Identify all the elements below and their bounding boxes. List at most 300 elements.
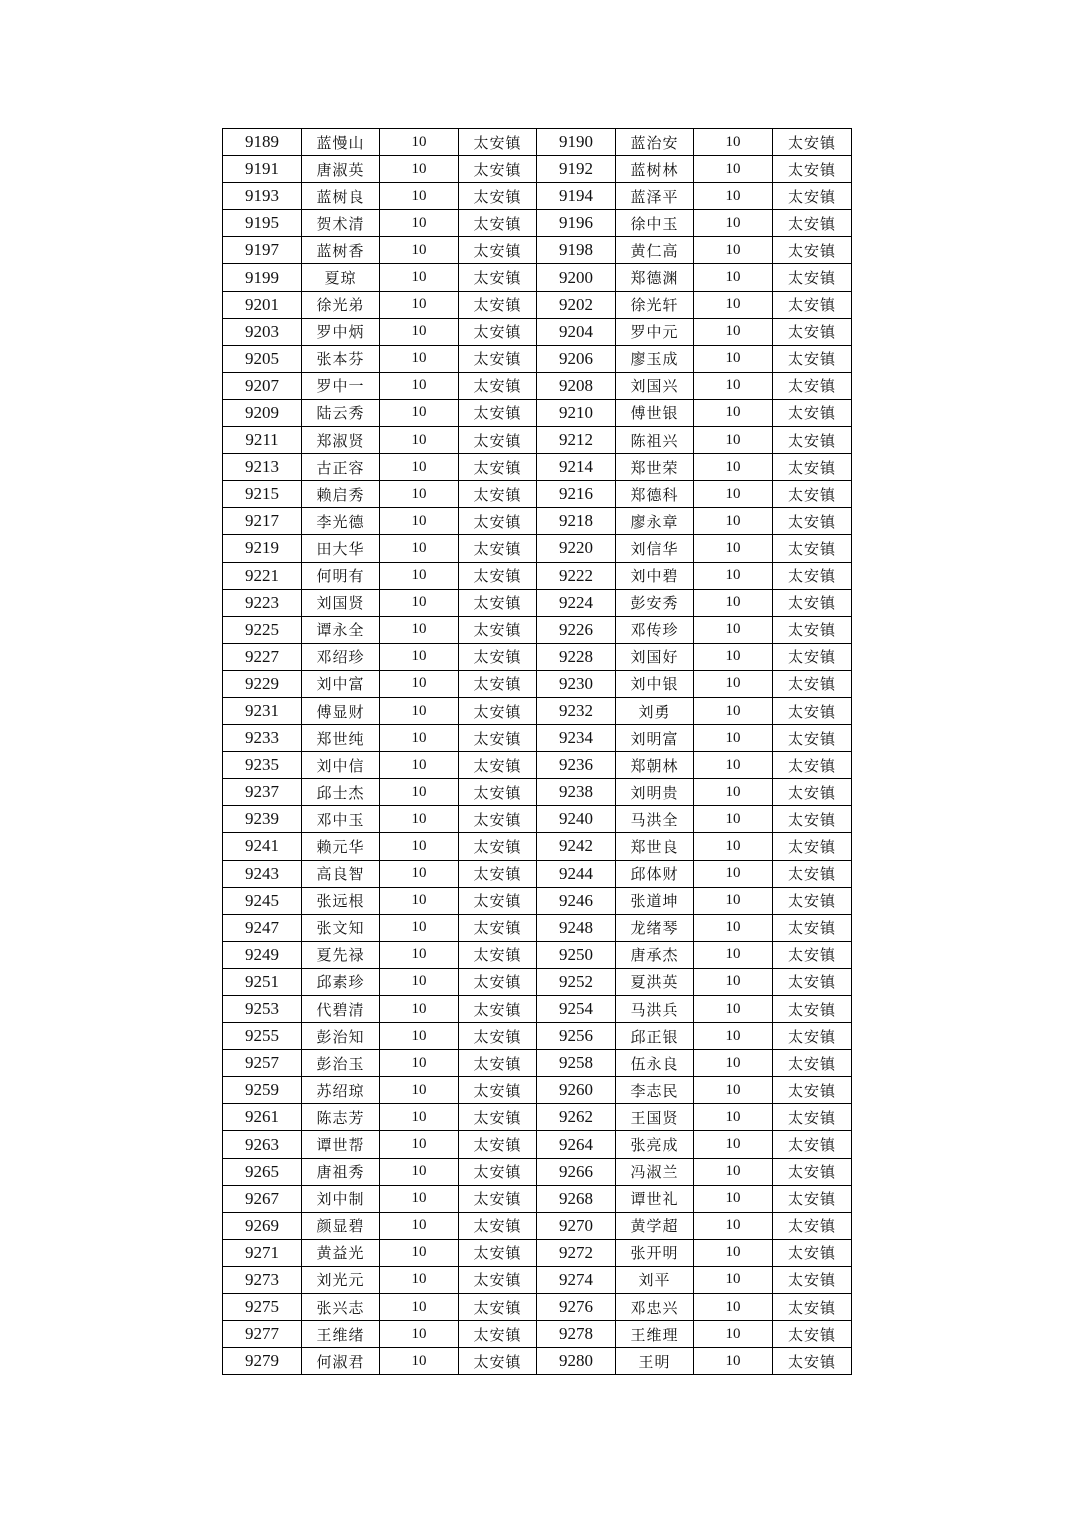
person-name-cell: 冯淑兰 <box>616 1158 694 1185</box>
town-name-cell: 太安镇 <box>459 399 537 426</box>
town-name-cell: 太安镇 <box>459 752 537 779</box>
amount-cell: 10 <box>694 1077 773 1104</box>
town-name-cell: 太安镇 <box>773 454 852 481</box>
town-name-cell: 太安镇 <box>459 129 537 156</box>
table-row <box>223 1077 852 1104</box>
town-name-cell: 太安镇 <box>773 887 852 914</box>
record-number-cell: 9265 <box>223 1158 302 1185</box>
record-number-cell: 9209 <box>223 399 302 426</box>
record-number-cell: 9215 <box>223 481 302 508</box>
town-name-cell: 太安镇 <box>773 372 852 399</box>
person-name-cell: 郑淑贤 <box>302 427 380 454</box>
record-number-cell: 9271 <box>223 1239 302 1266</box>
person-name-cell: 邓传珍 <box>616 616 694 643</box>
person-name-cell: 黄学超 <box>616 1212 694 1239</box>
amount-cell: 10 <box>694 914 773 941</box>
person-name-cell: 代碧清 <box>302 996 380 1023</box>
amount-cell: 10 <box>380 372 459 399</box>
record-number-cell: 9200 <box>537 264 616 291</box>
amount-cell: 10 <box>380 210 459 237</box>
town-name-cell: 太安镇 <box>459 1266 537 1293</box>
person-name-cell: 邱素珍 <box>302 968 380 995</box>
amount-cell: 10 <box>380 1348 459 1375</box>
record-number-cell: 9242 <box>537 833 616 860</box>
table-row <box>223 779 852 806</box>
person-name-cell: 李光德 <box>302 508 380 535</box>
record-number-cell: 9276 <box>537 1294 616 1321</box>
amount-cell: 10 <box>380 562 459 589</box>
amount-cell: 10 <box>380 779 459 806</box>
record-number-cell: 9208 <box>537 372 616 399</box>
town-name-cell: 太安镇 <box>773 535 852 562</box>
town-name-cell: 太安镇 <box>459 562 537 589</box>
record-number-cell: 9217 <box>223 508 302 535</box>
record-number-cell: 9224 <box>537 589 616 616</box>
person-name-cell: 田大华 <box>302 535 380 562</box>
person-name-cell: 张亮成 <box>616 1131 694 1158</box>
town-name-cell: 太安镇 <box>773 996 852 1023</box>
amount-cell: 10 <box>380 752 459 779</box>
record-number-cell: 9214 <box>537 454 616 481</box>
amount-cell: 10 <box>694 1212 773 1239</box>
table-row <box>223 589 852 616</box>
person-name-cell: 张开明 <box>616 1239 694 1266</box>
record-number-cell: 9270 <box>537 1212 616 1239</box>
town-name-cell: 太安镇 <box>459 833 537 860</box>
amount-cell: 10 <box>380 1239 459 1266</box>
person-name-cell: 刘光元 <box>302 1266 380 1293</box>
person-name-cell: 蓝树香 <box>302 237 380 264</box>
amount-cell: 10 <box>694 1050 773 1077</box>
person-name-cell: 傅显财 <box>302 697 380 724</box>
town-name-cell: 太安镇 <box>459 589 537 616</box>
person-name-cell: 徐光轩 <box>616 291 694 318</box>
amount-cell: 10 <box>380 1266 459 1293</box>
town-name-cell: 太安镇 <box>773 210 852 237</box>
person-name-cell: 罗中炳 <box>302 318 380 345</box>
amount-cell: 10 <box>694 643 773 670</box>
town-name-cell: 太安镇 <box>459 535 537 562</box>
town-name-cell: 太安镇 <box>773 156 852 183</box>
amount-cell: 10 <box>694 1158 773 1185</box>
town-name-cell: 太安镇 <box>773 508 852 535</box>
amount-cell: 10 <box>694 589 773 616</box>
town-name-cell: 太安镇 <box>459 210 537 237</box>
table-row <box>223 318 852 345</box>
town-name-cell: 太安镇 <box>773 752 852 779</box>
town-name-cell: 太安镇 <box>773 860 852 887</box>
record-number-cell: 9277 <box>223 1321 302 1348</box>
record-number-cell: 9190 <box>537 129 616 156</box>
table-row <box>223 291 852 318</box>
person-name-cell: 苏绍琼 <box>302 1077 380 1104</box>
town-name-cell: 太安镇 <box>459 1104 537 1131</box>
record-number-cell: 9259 <box>223 1077 302 1104</box>
amount-cell: 10 <box>694 697 773 724</box>
table-row <box>223 616 852 643</box>
amount-cell: 10 <box>694 345 773 372</box>
record-number-cell: 9213 <box>223 454 302 481</box>
person-name-cell: 王明 <box>616 1348 694 1375</box>
town-name-cell: 太安镇 <box>459 481 537 508</box>
person-name-cell: 刘勇 <box>616 697 694 724</box>
amount-cell: 10 <box>380 860 459 887</box>
town-name-cell: 太安镇 <box>773 779 852 806</box>
person-name-cell: 赖启秀 <box>302 481 380 508</box>
amount-cell: 10 <box>694 1266 773 1293</box>
amount-cell: 10 <box>380 996 459 1023</box>
town-name-cell: 太安镇 <box>459 345 537 372</box>
person-name-cell: 伍永良 <box>616 1050 694 1077</box>
record-number-cell: 9244 <box>537 860 616 887</box>
table-row <box>223 1266 852 1293</box>
person-name-cell: 刘中富 <box>302 670 380 697</box>
town-name-cell: 太安镇 <box>773 1348 852 1375</box>
record-number-cell: 9225 <box>223 616 302 643</box>
person-name-cell: 彭安秀 <box>616 589 694 616</box>
town-name-cell: 太安镇 <box>459 264 537 291</box>
town-name-cell: 太安镇 <box>773 183 852 210</box>
record-number-cell: 9221 <box>223 562 302 589</box>
town-name-cell: 太安镇 <box>459 1158 537 1185</box>
amount-cell: 10 <box>380 535 459 562</box>
record-number-cell: 9262 <box>537 1104 616 1131</box>
town-name-cell: 太安镇 <box>459 183 537 210</box>
record-number-cell: 9258 <box>537 1050 616 1077</box>
person-name-cell: 廖玉成 <box>616 345 694 372</box>
record-number-cell: 9202 <box>537 291 616 318</box>
amount-cell: 10 <box>380 589 459 616</box>
person-name-cell: 蓝治安 <box>616 129 694 156</box>
town-name-cell: 太安镇 <box>773 1185 852 1212</box>
person-name-cell: 陈祖兴 <box>616 427 694 454</box>
person-name-cell: 邓忠兴 <box>616 1294 694 1321</box>
town-name-cell: 太安镇 <box>459 508 537 535</box>
town-name-cell: 太安镇 <box>459 1321 537 1348</box>
town-name-cell: 太安镇 <box>773 1266 852 1293</box>
amount-cell: 10 <box>380 887 459 914</box>
town-name-cell: 太安镇 <box>459 1131 537 1158</box>
amount-cell: 10 <box>694 1104 773 1131</box>
table-row <box>223 372 852 399</box>
town-name-cell: 太安镇 <box>773 616 852 643</box>
record-number-cell: 9235 <box>223 752 302 779</box>
person-name-cell: 夏琼 <box>302 264 380 291</box>
record-number-cell: 9198 <box>537 237 616 264</box>
town-name-cell: 太安镇 <box>459 237 537 264</box>
town-name-cell: 太安镇 <box>459 968 537 995</box>
table-row <box>223 1050 852 1077</box>
table-row <box>223 562 852 589</box>
amount-cell: 10 <box>380 1023 459 1050</box>
person-name-cell: 罗中元 <box>616 318 694 345</box>
record-number-cell: 9266 <box>537 1158 616 1185</box>
town-name-cell: 太安镇 <box>459 1348 537 1375</box>
town-name-cell: 太安镇 <box>459 1185 537 1212</box>
person-name-cell: 颜显碧 <box>302 1212 380 1239</box>
town-name-cell: 太安镇 <box>459 941 537 968</box>
amount-cell: 10 <box>380 399 459 426</box>
town-name-cell: 太安镇 <box>459 697 537 724</box>
table-row <box>223 697 852 724</box>
amount-cell: 10 <box>694 481 773 508</box>
amount-cell: 10 <box>380 129 459 156</box>
person-name-cell: 刘中银 <box>616 670 694 697</box>
amount-cell: 10 <box>380 1104 459 1131</box>
person-name-cell: 龙绪琴 <box>616 914 694 941</box>
amount-cell: 10 <box>380 318 459 345</box>
amount-cell: 10 <box>694 264 773 291</box>
record-number-cell: 9246 <box>537 887 616 914</box>
person-name-cell: 廖永章 <box>616 508 694 535</box>
table-row <box>223 752 852 779</box>
amount-cell: 10 <box>380 264 459 291</box>
amount-cell: 10 <box>694 1239 773 1266</box>
record-number-cell: 9206 <box>537 345 616 372</box>
amount-cell: 10 <box>380 697 459 724</box>
record-number-cell: 9254 <box>537 996 616 1023</box>
amount-cell: 10 <box>694 1321 773 1348</box>
record-number-cell: 9222 <box>537 562 616 589</box>
amount-cell: 10 <box>380 1212 459 1239</box>
person-name-cell: 彭治玉 <box>302 1050 380 1077</box>
amount-cell: 10 <box>694 508 773 535</box>
record-number-cell: 9269 <box>223 1212 302 1239</box>
record-number-cell: 9248 <box>537 914 616 941</box>
record-number-cell: 9223 <box>223 589 302 616</box>
town-name-cell: 太安镇 <box>773 833 852 860</box>
person-name-cell: 古正容 <box>302 454 380 481</box>
amount-cell: 10 <box>380 156 459 183</box>
town-name-cell: 太安镇 <box>773 1294 852 1321</box>
amount-cell: 10 <box>694 210 773 237</box>
town-name-cell: 太安镇 <box>459 1023 537 1050</box>
person-name-cell: 郑世纯 <box>302 725 380 752</box>
amount-cell: 10 <box>694 1294 773 1321</box>
town-name-cell: 太安镇 <box>773 1239 852 1266</box>
person-name-cell: 徐光弟 <box>302 291 380 318</box>
amount-cell: 10 <box>694 670 773 697</box>
person-name-cell: 刘平 <box>616 1266 694 1293</box>
person-name-cell: 唐承杰 <box>616 941 694 968</box>
record-number-cell: 9232 <box>537 697 616 724</box>
person-name-cell: 高良智 <box>302 860 380 887</box>
person-name-cell: 刘明富 <box>616 725 694 752</box>
person-name-cell: 张文知 <box>302 914 380 941</box>
table-row <box>223 1321 852 1348</box>
record-number-cell: 9212 <box>537 427 616 454</box>
amount-cell: 10 <box>694 372 773 399</box>
town-name-cell: 太安镇 <box>459 806 537 833</box>
person-name-cell: 唐祖秀 <box>302 1158 380 1185</box>
table-row <box>223 508 852 535</box>
record-number-cell: 9274 <box>537 1266 616 1293</box>
table-row <box>223 941 852 968</box>
amount-cell: 10 <box>380 481 459 508</box>
table-row <box>223 887 852 914</box>
town-name-cell: 太安镇 <box>773 129 852 156</box>
town-name-cell: 太安镇 <box>459 1294 537 1321</box>
table-row <box>223 1131 852 1158</box>
town-name-cell: 太安镇 <box>459 291 537 318</box>
amount-cell: 10 <box>694 1023 773 1050</box>
town-name-cell: 太安镇 <box>459 887 537 914</box>
town-name-cell: 太安镇 <box>773 670 852 697</box>
table-row <box>223 210 852 237</box>
town-name-cell: 太安镇 <box>459 725 537 752</box>
amount-cell: 10 <box>380 1077 459 1104</box>
town-name-cell: 太安镇 <box>773 725 852 752</box>
record-number-cell: 9192 <box>537 156 616 183</box>
record-number-cell: 9280 <box>537 1348 616 1375</box>
person-name-cell: 蓝树林 <box>616 156 694 183</box>
person-name-cell: 刘国贤 <box>302 589 380 616</box>
record-number-cell: 9236 <box>537 752 616 779</box>
amount-cell: 10 <box>694 996 773 1023</box>
amount-cell: 10 <box>694 968 773 995</box>
table-row <box>223 1294 852 1321</box>
record-number-cell: 9239 <box>223 806 302 833</box>
amount-cell: 10 <box>694 129 773 156</box>
record-number-cell: 9195 <box>223 210 302 237</box>
person-name-cell: 王国贤 <box>616 1104 694 1131</box>
record-number-cell: 9263 <box>223 1131 302 1158</box>
person-name-cell: 张道坤 <box>616 887 694 914</box>
table-row <box>223 183 852 210</box>
amount-cell: 10 <box>380 914 459 941</box>
amount-cell: 10 <box>380 508 459 535</box>
record-number-cell: 9247 <box>223 914 302 941</box>
person-name-cell: 夏先禄 <box>302 941 380 968</box>
record-number-cell: 9203 <box>223 318 302 345</box>
amount-cell: 10 <box>380 643 459 670</box>
record-number-cell: 9231 <box>223 697 302 724</box>
record-number-cell: 9226 <box>537 616 616 643</box>
table-row <box>223 481 852 508</box>
record-number-cell: 9252 <box>537 968 616 995</box>
town-name-cell: 太安镇 <box>459 670 537 697</box>
person-name-cell: 邱正银 <box>616 1023 694 1050</box>
amount-cell: 10 <box>694 399 773 426</box>
amount-cell: 10 <box>380 183 459 210</box>
record-number-cell: 9267 <box>223 1185 302 1212</box>
record-number-cell: 9268 <box>537 1185 616 1212</box>
person-name-cell: 王维绪 <box>302 1321 380 1348</box>
record-number-cell: 9210 <box>537 399 616 426</box>
table-row <box>223 1348 852 1375</box>
person-name-cell: 张本芬 <box>302 345 380 372</box>
record-number-cell: 9194 <box>537 183 616 210</box>
person-name-cell: 蓝慢山 <box>302 129 380 156</box>
record-number-cell: 9220 <box>537 535 616 562</box>
record-number-cell: 9240 <box>537 806 616 833</box>
table-row <box>223 1239 852 1266</box>
record-number-cell: 9279 <box>223 1348 302 1375</box>
record-number-cell: 9227 <box>223 643 302 670</box>
amount-cell: 10 <box>694 291 773 318</box>
amount-cell: 10 <box>380 1294 459 1321</box>
person-name-cell: 谭永全 <box>302 616 380 643</box>
amount-cell: 10 <box>380 616 459 643</box>
record-number-cell: 9238 <box>537 779 616 806</box>
table-row <box>223 399 852 426</box>
town-name-cell: 太安镇 <box>459 427 537 454</box>
table-row <box>223 643 852 670</box>
person-name-cell: 赖元华 <box>302 833 380 860</box>
person-name-cell: 何明有 <box>302 562 380 589</box>
table-row <box>223 535 852 562</box>
town-name-cell: 太安镇 <box>459 454 537 481</box>
table-row <box>223 1023 852 1050</box>
record-number-cell: 9253 <box>223 996 302 1023</box>
person-name-cell: 刘信华 <box>616 535 694 562</box>
person-name-cell: 张兴志 <box>302 1294 380 1321</box>
town-name-cell: 太安镇 <box>459 156 537 183</box>
table-row <box>223 860 852 887</box>
town-name-cell: 太安镇 <box>773 806 852 833</box>
person-name-cell: 张远根 <box>302 887 380 914</box>
roster-body <box>223 129 852 1375</box>
town-name-cell: 太安镇 <box>773 1158 852 1185</box>
town-name-cell: 太安镇 <box>773 345 852 372</box>
table-row <box>223 670 852 697</box>
amount-cell: 10 <box>380 1158 459 1185</box>
record-number-cell: 9205 <box>223 345 302 372</box>
record-number-cell: 9197 <box>223 237 302 264</box>
roster-table <box>222 128 852 1375</box>
amount-cell: 10 <box>694 427 773 454</box>
table-row <box>223 806 852 833</box>
table-row <box>223 427 852 454</box>
person-name-cell: 唐淑英 <box>302 156 380 183</box>
amount-cell: 10 <box>380 725 459 752</box>
person-name-cell: 郑世良 <box>616 833 694 860</box>
record-number-cell: 9256 <box>537 1023 616 1050</box>
record-number-cell: 9196 <box>537 210 616 237</box>
record-number-cell: 9275 <box>223 1294 302 1321</box>
amount-cell: 10 <box>380 1050 459 1077</box>
record-number-cell: 9250 <box>537 941 616 968</box>
table-row <box>223 264 852 291</box>
town-name-cell: 太安镇 <box>773 1050 852 1077</box>
record-number-cell: 9234 <box>537 725 616 752</box>
amount-cell: 10 <box>694 183 773 210</box>
record-number-cell: 9204 <box>537 318 616 345</box>
record-number-cell: 9255 <box>223 1023 302 1050</box>
person-name-cell: 郑德渊 <box>616 264 694 291</box>
amount-cell: 10 <box>694 1131 773 1158</box>
record-number-cell: 9241 <box>223 833 302 860</box>
record-number-cell: 9249 <box>223 941 302 968</box>
amount-cell: 10 <box>380 291 459 318</box>
person-name-cell: 蓝树良 <box>302 183 380 210</box>
town-name-cell: 太安镇 <box>773 643 852 670</box>
town-name-cell: 太安镇 <box>459 616 537 643</box>
town-name-cell: 太安镇 <box>459 860 537 887</box>
record-number-cell: 9233 <box>223 725 302 752</box>
person-name-cell: 刘国兴 <box>616 372 694 399</box>
person-name-cell: 彭治知 <box>302 1023 380 1050</box>
record-number-cell: 9237 <box>223 779 302 806</box>
record-number-cell: 9272 <box>537 1239 616 1266</box>
town-name-cell: 太安镇 <box>459 1077 537 1104</box>
town-name-cell: 太安镇 <box>773 264 852 291</box>
amount-cell: 10 <box>380 1131 459 1158</box>
person-name-cell: 马洪全 <box>616 806 694 833</box>
town-name-cell: 太安镇 <box>773 399 852 426</box>
record-number-cell: 9257 <box>223 1050 302 1077</box>
person-name-cell: 王维理 <box>616 1321 694 1348</box>
